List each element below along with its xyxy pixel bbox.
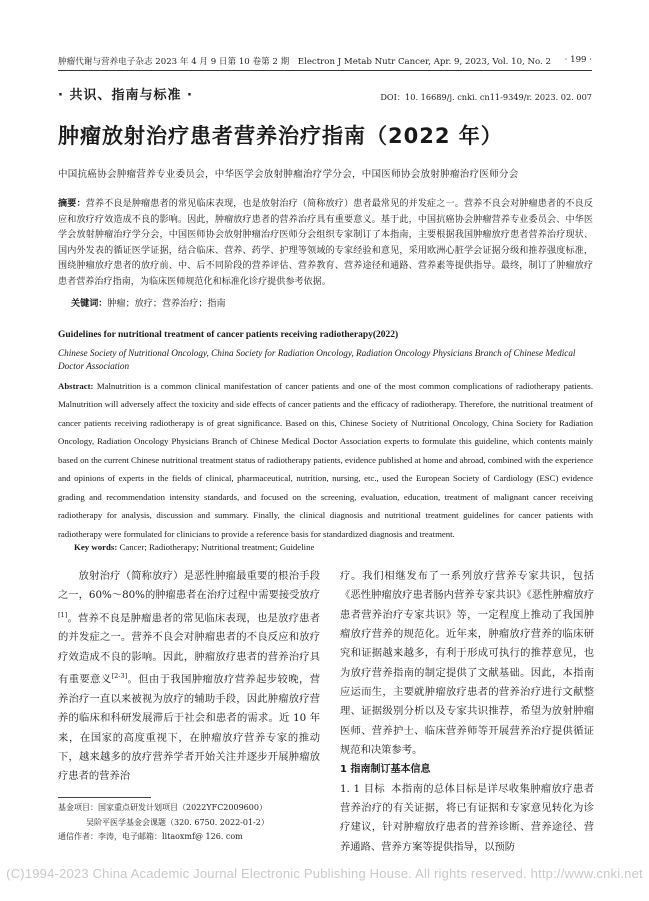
author-organizations: 中国抗癌协会肿瘤营养专业委员会，中华医学会放射肿瘤治疗学分会，中国医师协会放射肿瘤治疗医师分会 <box>58 169 519 180</box>
page-number: · 199 · <box>564 55 592 65</box>
copyright-watermark: (C)1994-2023 China Academic Journal Electronic Publishing House. All rights reserved. http://www.cnki.net <box>6 866 643 881</box>
english-authors: Chinese Society of Nutritional Oncology, China Society for Radiation Oncology, Radiation Oncology Physicians Branch of Chinese Medical Doctor Association <box>58 348 576 371</box>
keywords-text-cn: 肿瘤；放疗；营养治疗；指南 <box>107 299 226 309</box>
journal-running-header: 肿瘤代谢与营养电子杂志 2023 年 4 月 9 日第 10 卷第 2 期 Electron J Metab Nutr Cancer, Apr. 9, 2023, Vol. 10, No. 2 <box>58 57 551 67</box>
body-left-column <box>58 567 320 787</box>
keywords-lead-cn: 关键词： <box>71 298 108 309</box>
corresponding-author: 通信作者：李涛，电子邮箱：litaoxmf@ 126. com <box>58 832 243 841</box>
abstract-text-cn: 营养不良是肿瘤患者的常见临床表现，也是放射治疗（简称放疗）患者最常见的并发症之一。营养不良会对肿瘤患者的不良反应和放疗疗效造成不良的影响。因此，肿瘤放疗患者的营养治疗具有重要意义。基于此，中国抗癌协会肿瘤营养专业委员会、中华医学会放射肿瘤治疗学分会，中国医师协会放射肿瘤治疗医师分会组织专家制订了本指南，主要根据我国肿瘤放疗患者营养治疗现状、国内外发表的循证医学证据，结合临床、营养、药学、护理等领域的专家经验和意见，采用欧洲心脏学会证据分级和推荐强度标准，围绕肿瘤放疗患者的放疗前、中、后不同阶段的营养评估、营养教育、营养途径和通路、营养素等提供指导。最终，制订了肿瘤放疗患者营养治疗指南，为临床医师规范化和标准化诊疗提供参考依据。 <box>58 199 593 287</box>
body-text: 。营养不良是肿瘤患者的常见临床表现，也是放疗患者的并发症之一。营养不良会对肿瘤患者的不良反应和放疗疗效造成不良的影响。因此，肿瘤放疗患者的营养治疗具有重要意义 <box>58 612 320 686</box>
abstract-lead-en: Abstract: <box>58 381 94 391</box>
subsection-paragraph <box>340 780 594 857</box>
fund-line: 吴阶平医学基金会课题（320. 6750. 2022-01-2） <box>86 817 269 827</box>
english-title: Guidelines for nutritional treatment of cancer patients receiving radiotherapy(2022) <box>58 330 399 340</box>
keywords-text-en: Cancer; Radiotherapy; Nutritional treatment; Guideline <box>119 542 315 552</box>
english-abstract <box>58 377 593 543</box>
doi: DOI：10. 16689/j. cnki. cn11-9349/r. 2023. 02. 007 <box>380 92 592 102</box>
english-keywords <box>74 542 314 552</box>
body-right-column <box>340 567 594 857</box>
citation[interactable]: [1] <box>58 610 68 619</box>
body-paragraph: 疗。我们相继发布了一系列放疗营养专家共识，包括《恶性肿瘤放疗患者肠内营养专家共识》《恶性肿瘤放疗患者营养治疗专家共识》等，一定程度上推动了我国肿瘤放疗营养的规范化。近年来，肿瘤放疗营养的临床研究和证据越来越多，有利于形成可执行的推荐意见，也为放疗营养指南的制定提供了文献基础。因此，本指南应运而生，主要就肿瘤放疗患者的营养治疗进行文献整理、证据级别分析以及专家共识推荐，希望为放射肿瘤医师、营养护士、临床营养师等开展营养治疗提供循证规范和决策参考。 <box>340 570 594 757</box>
chinese-abstract <box>58 196 593 291</box>
header-rule <box>58 70 592 71</box>
section-label: · 共识、指南与标准 · <box>58 88 193 103</box>
section-heading: 1 指南制订基本信息 <box>340 764 431 776</box>
body-text: 放射治疗（简称放疗）是恶性肿瘤最重要的根治手段之一，60%～80%的肿瘤患者在治疗过程中需要接受放疗 <box>58 570 321 602</box>
chinese-keywords <box>71 296 226 309</box>
footnotes <box>58 801 269 845</box>
body-text: 本指南的总体目标是详尽收集肿瘤放疗患者营养治疗的有关证据，将已有证据和专家意见转化为诊疗建议，针对肿瘤放疗患者的营养诊断、营养途径、营养通路、营养方案等提供指导，以预防 <box>340 782 595 853</box>
footnote-rule <box>58 797 151 798</box>
keywords-lead-en: Key words: <box>74 542 118 552</box>
abstract-lead-cn: 摘要： <box>58 198 86 209</box>
fund-line: 基金项目：国家重点研发计划项目（2022YFC2009600） <box>58 803 267 812</box>
article-title: 肿瘤放射治疗患者营养治疗指南（2022 年） <box>58 124 503 148</box>
subsection-lead: 1. 1 目标 <box>340 782 386 795</box>
abstract-text-en: Malnutrition is a common clinical manifestation of cancer patients and one of the most common complications of radiotherapy patients. Malnutrition will adversely affect the toxicity and side effects of cancer patients and the efficacy of radiotherapy. Therefore, the nutritional treatment of cancer patients receiving radiotherapy is of great significance. Based on this, Chinese Society of Nutritional Oncology, China Society for Radiation Oncology, Radiation Oncology Physicians Branch of Chinese Medical Doctor Association experts to formulate this guideline, which contents mainly based on the current Chinese nutritional treatment status of radiotherapy patients, evidence published at home and abroad, combined with the experience and opinions of experts in the fields of clinical, pharmaceutical, nutrition, nursing, etc., used the European Society of Cardiology (ESC) evidence grading and recommendation intensity standards, and focused on the screening, evaluation, education, treatment of malignant cancer receiving radiotherapy for analysis, discussion and summary. Finally, the clinical diagnosis and nutritional treatment guidelines for cancer patients with radiotherapy were formulated for clinicians to provide a reference basis for standardized diagnosis and treatment. <box>58 381 594 539</box>
body-text: 。但由于我国肿瘤放疗营养起步较晚，营养治疗一直以来被视为放疗的辅助手段，因此肿瘤放疗营养的临床和科研发展滞后于社会和患者的需求。近 10 年来，在国家的高度重视下，在肿瘤放疗营养专家的推动下，越来越多的放疗营养学者开始关注并逐步开展肿瘤放疗患者的营养治 <box>58 673 321 783</box>
citation[interactable]: [2-3] <box>111 672 128 681</box>
body-paragraph <box>58 567 320 787</box>
